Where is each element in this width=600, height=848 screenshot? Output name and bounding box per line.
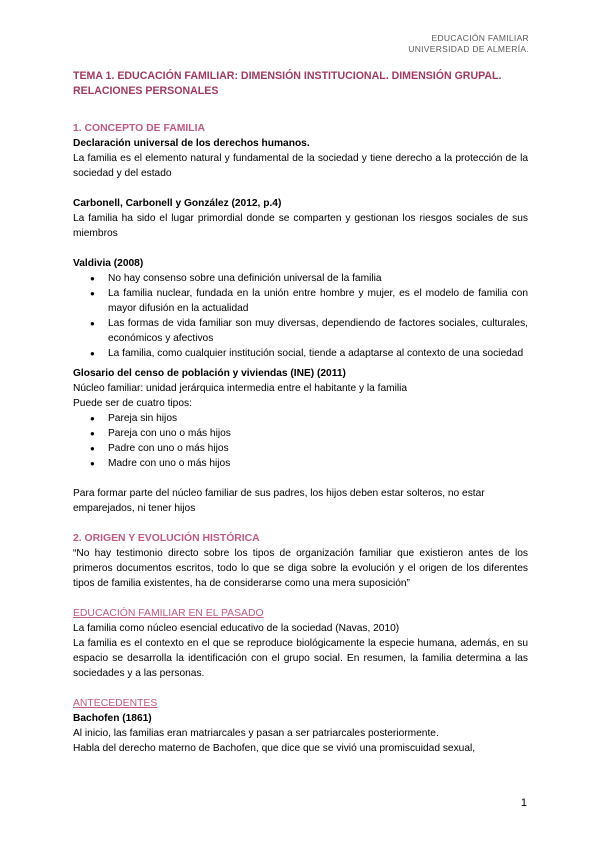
list-item: ● Madre con uno o más hijos: [90, 456, 528, 471]
antecedentes-line1: Al inicio, las familias eran matriarcales y pasan a ser patriarcales posteriormente.: [73, 728, 439, 739]
list-item: ● Las formas de vida familiar son muy diversas, dependiendo de factores sociales, culturales, económicos y afectivos: [90, 316, 528, 346]
page-content: [73, 69, 528, 756]
section1-heading: 1. CONCEPTO DE FAMILIA: [73, 123, 206, 134]
page-header: [408, 33, 529, 55]
antecedentes-line2: Habla del derecho materno de Bachofen, que dice que se vivió una promiscuidad sexual,: [73, 743, 476, 754]
valdivia-list: [90, 271, 528, 361]
list-item: ● Padre con uno o más hijos: [90, 441, 528, 456]
list-item: ● La familia, como cualquier institución social, tiende a adaptarse al contexto de una sociedad: [90, 346, 528, 361]
pasado-line1: La familia como núcleo esencial educativo de la sociedad (Navas, 2010): [73, 623, 400, 634]
section2-quote: “No hay testimonio directo sobre los tipos de organización familiar que existieron antes de los primeros documentos escritos, todo lo que se diga sobre la evolución y el origen de los diferentes tipos de familia existentes, ha de considerarse como una mera suposición”: [73, 548, 528, 589]
valdivia-title: Valdivia (2008): [73, 258, 144, 269]
list-item: ● La familia nuclear, fundada en la unión entre hombre y mujer, es el modelo de familia con mayor difusión en la actualidad: [90, 286, 528, 316]
bachofen-title: Bachofen (1861): [73, 713, 152, 724]
antecedentes-heading: ANTECEDENTES: [73, 698, 158, 709]
pasado-text: La familia es el contexto en el que se reproduce biológicamente la especie humana, además, en su espacio se desarrolla la identificación con el grupo social. En resumen, la familia determina a las sociedades y a las personas.: [73, 638, 528, 679]
glosario-line2: Puede ser de cuatro tipos:: [73, 398, 192, 409]
carbonell-title: Carbonell, Carbonell y González (2012, p.4): [73, 198, 282, 209]
glosario-title: Glosario del censo de población y viviendas (INE) (2011): [73, 368, 346, 379]
list-item: ● Pareja con uno o más hijos: [90, 426, 528, 441]
carbonell-text: La familia ha sido el lugar primordial donde se comparten y gestionan los riesgos sociales de sus miembros: [73, 213, 528, 239]
header-university: UNIVERSIDAD DE ALMERÍA.: [408, 44, 529, 54]
declaracion-title: Declaración universal de los derechos humanos.: [73, 138, 310, 149]
list-item: ● Pareja sin hijos: [90, 411, 528, 426]
declaracion-text: La familia es el elemento natural y fundamental de la sociedad y tiene derecho a la protección de la sociedad y del estado: [73, 153, 528, 179]
glosario-line1: Núcleo familiar: unidad jerárquica intermedia entre el habitante y la familia: [73, 383, 408, 394]
glosario-list: [90, 411, 528, 471]
section2-heading: 2. ORIGEN Y EVOLUCIÓN HISTÓRICA: [73, 533, 260, 544]
page-number: 1: [520, 797, 527, 809]
list-item: ● No hay consenso sobre una definición universal de la familia: [90, 271, 528, 286]
tema-title: TEMA 1. EDUCACIÓN FAMILIAR: DIMENSIÓN INSTITUCIONAL. DIMENSIÓN GRUPAL. RELACIONES PERSONALES: [73, 70, 502, 97]
header-course: EDUCACIÓN FAMILIAR: [431, 33, 529, 43]
glosario-after: Para formar parte del núcleo familiar de sus padres, los hijos deben estar solteros, no estar emparejados, ni tener hijos: [73, 488, 485, 514]
pasado-heading: EDUCACIÓN FAMILIAR EN EL PASADO: [73, 608, 264, 619]
